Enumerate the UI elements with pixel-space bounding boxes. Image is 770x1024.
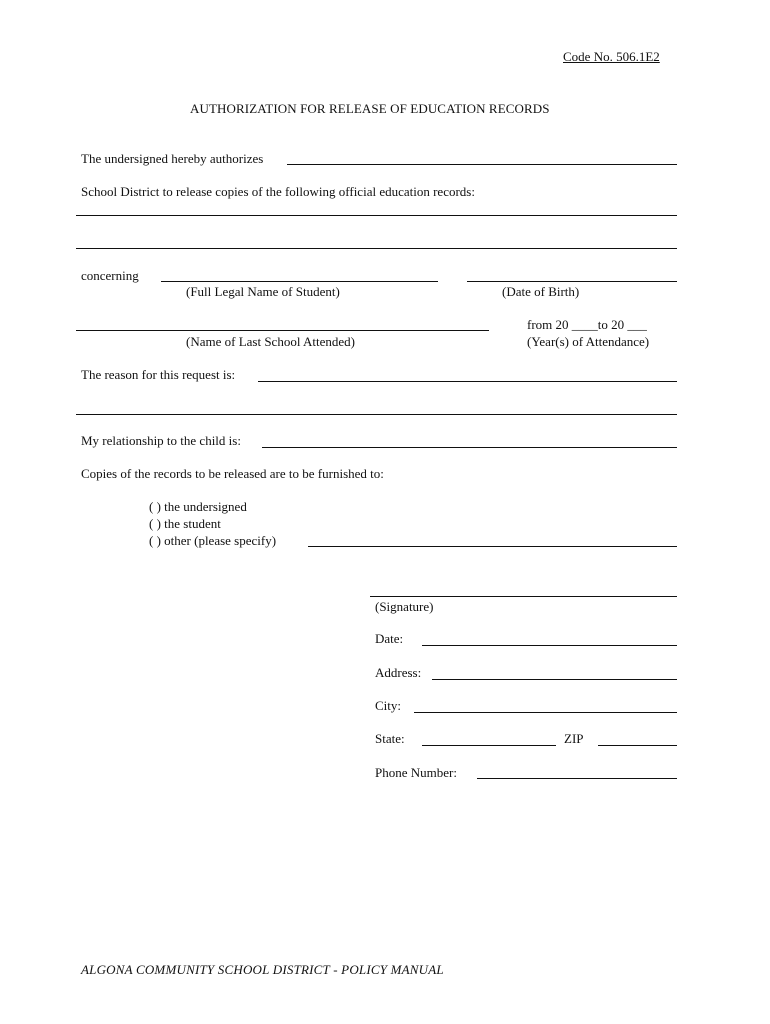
attendance-caption: (Year(s) of Attendance) bbox=[527, 334, 650, 349]
city-label: City: bbox=[375, 698, 402, 713]
option-student[interactable]: ( ) the student bbox=[149, 516, 221, 531]
address-label: Address: bbox=[375, 665, 422, 680]
city-field[interactable] bbox=[414, 712, 677, 713]
reason-label: The reason for this request is: bbox=[81, 367, 236, 382]
last-school-caption: (Name of Last School Attended) bbox=[186, 334, 355, 349]
relationship-label: My relationship to the child is: bbox=[81, 433, 241, 448]
reason-field-line-2[interactable] bbox=[76, 414, 677, 415]
records-field-line-1[interactable] bbox=[76, 215, 677, 216]
state-field[interactable] bbox=[422, 745, 556, 746]
concerning-label: concerning bbox=[81, 268, 139, 283]
footer-text: ALGONA COMMUNITY SCHOOL DISTRICT - POLICY MANUAL bbox=[81, 962, 444, 977]
zip-field[interactable] bbox=[598, 745, 677, 746]
option-undersigned[interactable]: ( ) the undersigned bbox=[149, 499, 247, 514]
last-school-field[interactable] bbox=[76, 330, 489, 331]
address-field[interactable] bbox=[432, 679, 677, 680]
date-of-birth-caption: (Date of Birth) bbox=[502, 284, 580, 299]
records-field-line-2[interactable] bbox=[76, 248, 677, 249]
date-of-birth-field[interactable] bbox=[467, 281, 677, 282]
date-label: Date: bbox=[375, 631, 404, 646]
zip-label: ZIP bbox=[564, 731, 584, 746]
student-name-caption: (Full Legal Name of Student) bbox=[186, 284, 340, 299]
form-title: AUTHORIZATION FOR RELEASE OF EDUCATION RECORDS bbox=[190, 101, 550, 116]
relationship-field[interactable] bbox=[262, 447, 677, 448]
code-number: Code No. 506.1E2 bbox=[563, 49, 660, 64]
attendance-range[interactable]: from 20 ____to 20 ___ bbox=[527, 317, 647, 332]
option-other[interactable]: ( ) other (please specify) bbox=[149, 533, 277, 548]
signature-caption: (Signature) bbox=[375, 599, 434, 614]
state-label: State: bbox=[375, 731, 405, 746]
date-field[interactable] bbox=[422, 645, 677, 646]
student-name-field[interactable] bbox=[161, 281, 438, 282]
signature-field[interactable] bbox=[370, 596, 677, 597]
phone-label: Phone Number: bbox=[375, 765, 457, 780]
authorized-party-field[interactable] bbox=[287, 164, 677, 165]
phone-field[interactable] bbox=[477, 778, 677, 779]
reason-field-line-1[interactable] bbox=[258, 381, 677, 382]
release-statement: School District to release copies of the following official education records: bbox=[81, 184, 475, 199]
authorizes-label: The undersigned hereby authorizes bbox=[81, 151, 264, 166]
furnished-label: Copies of the records to be released are to be furnished to: bbox=[81, 466, 384, 481]
other-specify-field[interactable] bbox=[308, 546, 677, 547]
